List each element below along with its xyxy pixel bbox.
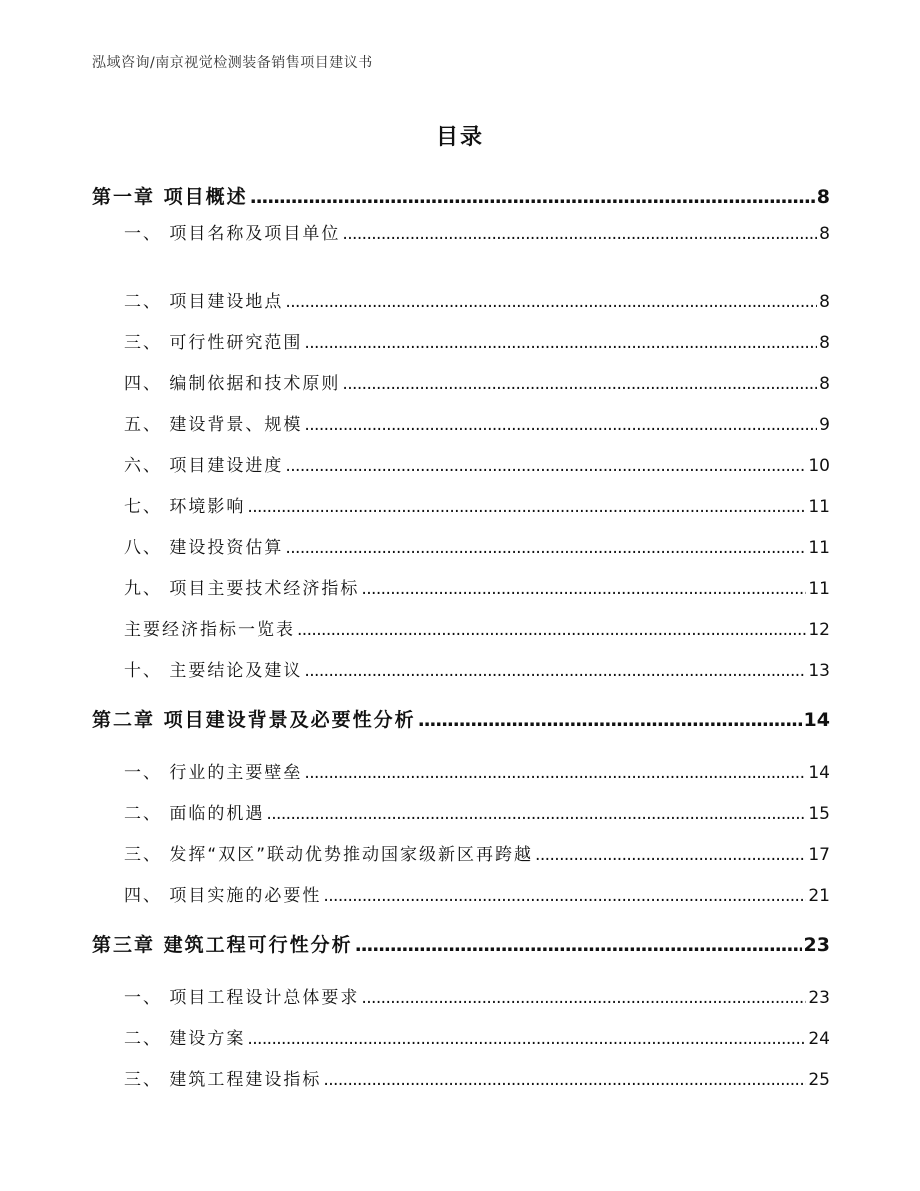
- toc-entry-label: 主要经济指标一览表: [124, 620, 295, 640]
- toc-entry-page: 12: [808, 620, 830, 640]
- toc-dot-leader: [323, 1070, 806, 1090]
- toc-dot-leader: [266, 804, 806, 824]
- toc-entry-label: 二、 项目建设地点: [124, 292, 284, 312]
- toc-entry-section[interactable]: [92, 799, 830, 824]
- toc-entry-page: 14: [803, 709, 830, 731]
- toc-entry-section[interactable]: [92, 881, 830, 906]
- toc-dot-leader: [418, 709, 802, 731]
- toc-entry-label: 十、 主要结论及建议: [124, 661, 303, 681]
- toc-entry-section[interactable]: [92, 574, 830, 599]
- running-header: 泓域咨询/南京视觉检测装备销售项目建议书: [92, 55, 373, 71]
- toc-entry-section[interactable]: [92, 219, 830, 244]
- toc-entry-chapter-1[interactable]: [92, 182, 830, 209]
- toc-dot-leader: [297, 620, 806, 640]
- toc-entry-chapter-3[interactable]: [92, 930, 830, 957]
- toc-entry-label: 四、 项目实施的必要性: [124, 886, 322, 906]
- toc-entry-section[interactable]: [92, 410, 830, 435]
- toc-entry-page: 23: [808, 988, 830, 1008]
- toc-entry-label: 一、 行业的主要壁垒: [124, 763, 303, 783]
- toc-entry-label: 七、 环境影响: [124, 497, 246, 517]
- toc-entry-section[interactable]: [92, 369, 830, 394]
- toc-entry-page: 24: [808, 1029, 830, 1049]
- toc-entry-label: 三、 发挥“双区”联动优势推动国家级新区再跨越: [124, 845, 534, 865]
- toc-dot-leader: [535, 845, 806, 865]
- toc-entry-label: 三、 建筑工程建设指标: [124, 1070, 322, 1090]
- toc-entry-section[interactable]: [92, 840, 830, 865]
- toc-dot-leader: [285, 456, 806, 476]
- toc-entry-section[interactable]: [92, 983, 830, 1008]
- toc-entry-page: 8: [819, 374, 830, 394]
- toc-entry-section[interactable]: [92, 451, 830, 476]
- toc-entry-page: 13: [808, 661, 830, 681]
- toc-dot-leader: [247, 1029, 806, 1049]
- toc-dot-leader: [285, 538, 806, 558]
- toc-entry-page: 11: [808, 497, 830, 517]
- toc-entry-page: 15: [808, 804, 830, 824]
- toc-entry-section[interactable]: [92, 758, 830, 783]
- toc-dot-leader: [304, 763, 806, 783]
- toc-entry-page: 11: [808, 579, 830, 599]
- toc-title: 目录: [435, 125, 484, 150]
- toc-entry-page: 17: [808, 845, 830, 865]
- toc-entry-label: 三、 可行性研究范围: [124, 333, 303, 353]
- toc-entry-label: 八、 建设投资估算: [124, 538, 284, 558]
- toc-entry-section[interactable]: [92, 656, 830, 681]
- toc-entry-label: 二、 建设方案: [124, 1029, 246, 1049]
- toc-dot-leader: [247, 497, 806, 517]
- toc-entry-label: 五、 建设背景、规模: [124, 415, 303, 435]
- toc-dot-leader: [304, 661, 806, 681]
- toc-entry-page: 23: [803, 934, 830, 956]
- toc-entry-chapter-2[interactable]: [92, 705, 830, 732]
- toc-dot-leader: [304, 333, 817, 353]
- toc-entry-page: 25: [808, 1070, 830, 1090]
- toc-entry-label: 一、 项目工程设计总体要求: [124, 988, 360, 1008]
- toc-dot-leader: [355, 934, 802, 956]
- toc-entry-label: 二、 面临的机遇: [124, 804, 265, 824]
- toc-entry-section[interactable]: [92, 1024, 830, 1049]
- toc-entry-page: 8: [819, 224, 830, 244]
- toc-entry-section[interactable]: [92, 492, 830, 517]
- toc-entry-section[interactable]: [92, 615, 830, 640]
- toc-dot-leader: [250, 186, 815, 208]
- toc-entry-section[interactable]: [92, 533, 830, 558]
- toc-entry-page: 21: [808, 886, 830, 906]
- toc-entry-label: 九、 项目主要技术经济指标: [124, 579, 360, 599]
- toc-dot-leader: [342, 374, 817, 394]
- toc-entry-page: 14: [808, 763, 830, 783]
- toc-entry-label: 四、 编制依据和技术原则: [124, 374, 341, 394]
- toc-entry-page: 9: [819, 415, 830, 435]
- toc-entry-page: 8: [816, 186, 830, 208]
- toc-entry-section[interactable]: [92, 287, 830, 312]
- toc-entry-page: 8: [819, 292, 830, 312]
- toc-entry-label: 一、 项目名称及项目单位: [124, 224, 341, 244]
- toc-entry-page: 8: [819, 333, 830, 353]
- toc-entry-label: 六、 项目建设进度: [124, 456, 284, 476]
- toc-entry-section[interactable]: [92, 1065, 830, 1090]
- toc-dot-leader: [361, 988, 806, 1008]
- toc-entry-label: 第三章 建筑工程可行性分析: [92, 934, 353, 956]
- toc-dot-leader: [285, 292, 817, 312]
- toc-dot-leader: [361, 579, 806, 599]
- toc-entry-section[interactable]: [92, 328, 830, 353]
- toc-dot-leader: [342, 224, 817, 244]
- toc-entry-label: 第一章 项目概述: [92, 186, 248, 208]
- toc-dot-leader: [304, 415, 817, 435]
- toc-dot-leader: [323, 886, 806, 906]
- toc-entry-label: 第二章 项目建设背景及必要性分析: [92, 709, 416, 731]
- toc-entry-page: 11: [808, 538, 830, 558]
- toc-entry-page: 10: [808, 456, 830, 476]
